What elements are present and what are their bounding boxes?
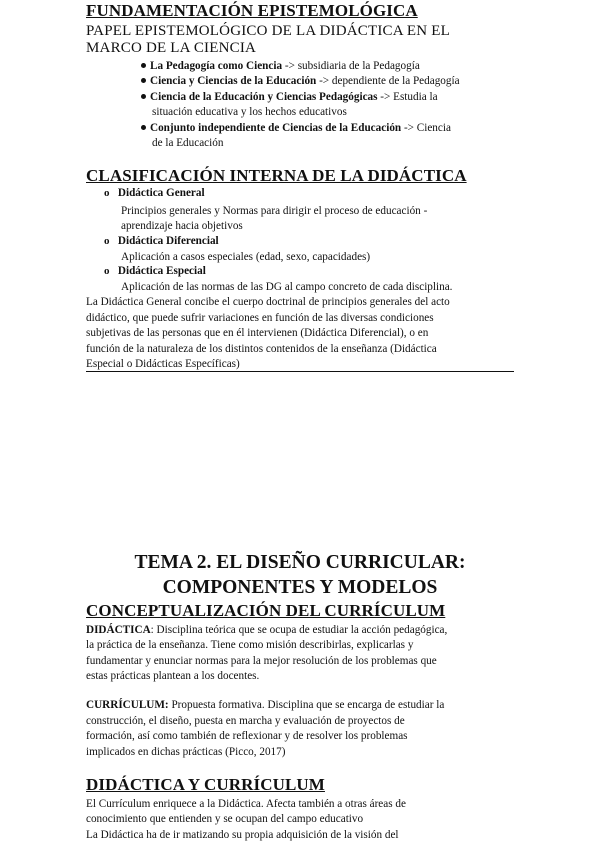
paragraph-line: implicados en dichas prácticas (Picco, 2017)	[86, 746, 286, 758]
list-marker: o	[104, 265, 110, 277]
bullet-item	[141, 59, 420, 74]
horizontal-rule	[86, 371, 514, 372]
list-item-desc: Aplicación de las normas de las DG al campo concreto de cada disciplina.	[121, 281, 453, 293]
paragraph-line: didáctico, que puede sufrir variaciones en función de las diversas condiciones	[86, 312, 434, 324]
paragraph-line: fundamentar y enunciar normas para la mejor resolución de los problemas que	[86, 655, 437, 667]
bullet-text: -> dependiente de la Pedagogía	[316, 75, 460, 87]
subtitle-line-1: PAPEL EPISTEMOLÓGICO DE LA DIDÁCTICA EN EL	[86, 23, 450, 39]
list-item-desc: Principios generales y Normas para dirigir el proceso de educación -	[121, 205, 428, 217]
bullet-dot-icon	[141, 125, 146, 130]
section-title-clasificacion: CLASIFICACIÓN INTERNA DE LA DIDÁCTICA	[86, 166, 467, 185]
paragraph-line: Especial o Didácticas Específicas)	[86, 358, 240, 370]
paragraph-line: la práctica de la enseñanza. Tiene como misión describirlas, explicarlas y	[86, 639, 414, 651]
bullet-item	[141, 90, 438, 105]
section-title-didactica-curriculum: DIDÁCTICA Y CURRÍCULUM	[86, 775, 325, 794]
bullet-item	[141, 74, 460, 89]
bullet-bold: Ciencia de la Educación y Ciencias Pedagógicas	[150, 91, 378, 103]
list-item	[104, 186, 205, 201]
definition-text: Propuesta formativa. Disciplina que se encarga de estudiar la	[168, 699, 445, 711]
list-item	[104, 234, 219, 249]
bullet-bold: Ciencia y Ciencias de la Educación	[150, 75, 317, 87]
bullet-continuation: de la Educación	[152, 137, 224, 149]
bullet-dot-icon	[141, 94, 146, 99]
definition-curriculum	[86, 698, 444, 713]
definition-term: DIDÁCTICA	[86, 624, 151, 636]
list-item	[104, 264, 206, 279]
paragraph-line: construcción, el diseño, puesta en marcha y evaluación de proyectos de	[86, 715, 405, 727]
paragraph-line: La Didáctica General concibe el cuerpo doctrinal de principios generales del acto	[86, 296, 450, 308]
list-item-label: Didáctica Diferencial	[117, 235, 219, 247]
bullet-bold: La Pedagogía como Ciencia	[150, 60, 283, 72]
section-title-fundamentacion: FUNDAMENTACIÓN EPISTEMOLÓGICA	[86, 1, 418, 20]
list-item-desc: aprendizaje hacia objetivos	[121, 220, 243, 232]
bullet-item	[141, 121, 451, 136]
list-item-desc: Aplicación a casos especiales (edad, sexo, capacidades)	[121, 251, 371, 263]
bullet-dot-icon	[141, 78, 146, 83]
paragraph-line: función de la naturaleza de los distintos contenidos de la enseñanza (Didáctica	[86, 343, 437, 355]
paragraph-line: conocimiento que entienden y se ocupan del campo educativo	[86, 813, 364, 825]
bullet-text: -> subsidiaria de la Pedagogía	[282, 60, 420, 72]
paragraph-line: estas prácticas plantean a los docentes.	[86, 670, 260, 682]
bullet-bold: Conjunto independiente de Ciencias de la Educación	[150, 122, 402, 134]
tema-title-line-2: COMPONENTES Y MODELOS	[162, 577, 438, 598]
list-item-label: Didáctica Especial	[117, 265, 206, 277]
bullet-continuation: situación educativa y los hechos educativos	[152, 106, 347, 118]
paragraph-line: subjetivas de las personas que en él intervienen (Didáctica Diferencial), o en	[86, 327, 429, 339]
definition-text: : Disciplina teórica que se ocupa de estudiar la acción pedagógica,	[150, 624, 448, 636]
bullet-text: -> Ciencia	[401, 122, 451, 134]
bullet-text: -> Estudia la	[377, 91, 438, 103]
paragraph-line: La Didáctica ha de ir matizando su propia adquisición de la visión del	[86, 829, 399, 841]
paragraph-line: El Currículum enriquece a la Didáctica. Afecta también a otras áreas de	[86, 798, 406, 810]
section-title-conceptualizacion: CONCEPTUALIZACIÓN DEL CURRÍCULUM	[86, 601, 446, 620]
list-marker: o	[104, 235, 110, 247]
subtitle-line-2: MARCO DE LA CIENCIA	[86, 40, 257, 56]
paragraph-line: formación, así como también de reflexionar y de resolver los problemas	[86, 730, 408, 742]
list-item-label: Didáctica General	[117, 187, 205, 199]
bullet-dot-icon	[141, 63, 146, 68]
list-marker: o	[104, 187, 110, 199]
definition-term: CURRÍCULUM:	[86, 699, 169, 711]
definition-didactica	[86, 623, 447, 638]
tema-title-line-1: TEMA 2. EL DISEÑO CURRICULAR:	[134, 552, 466, 573]
